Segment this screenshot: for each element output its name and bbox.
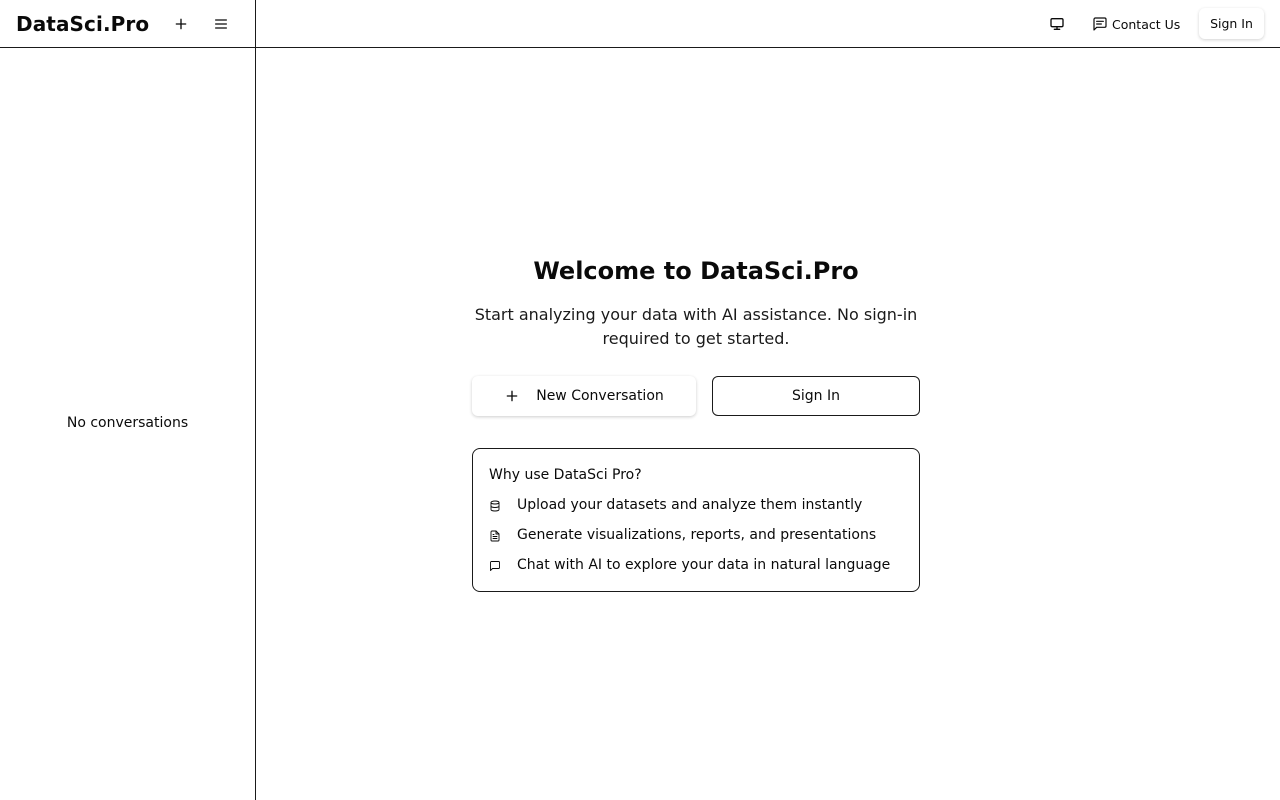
features-card [472, 448, 920, 592]
feature-text: Generate visualizations, reports, and presentations [517, 527, 877, 543]
menu-icon [213, 16, 229, 32]
new-chat-button[interactable] [169, 12, 193, 36]
feature-text: Chat with AI to explore your data in natural language [517, 557, 891, 573]
database-icon [489, 500, 501, 512]
sidebar-header [0, 0, 255, 48]
sign-in-button[interactable]: Sign In [1199, 8, 1264, 39]
menu-button[interactable] [209, 12, 233, 36]
contact-us-label: Contact Us [1112, 16, 1181, 32]
display-toggle-button[interactable] [1047, 14, 1067, 34]
message-square-text-icon [1092, 16, 1108, 32]
top-bar [256, 0, 1280, 48]
feature-list [489, 490, 903, 580]
monitor-icon [1049, 16, 1065, 32]
plus-icon [173, 16, 189, 32]
sidebar [0, 0, 256, 800]
features-title: Why use DataSci Pro? [489, 467, 642, 483]
feature-item [489, 520, 903, 550]
page-title: Welcome to DataSci.Pro [533, 257, 859, 285]
new-conversation-label: New Conversation [536, 388, 664, 404]
hero-sign-in-button[interactable]: Sign In [712, 376, 920, 416]
feature-text: Upload your datasets and analyze them instantly [517, 497, 863, 513]
message-square-icon [489, 560, 501, 572]
file-text-icon [489, 530, 501, 542]
welcome-subtitle: Start analyzing your data with AI assistance. No sign-in required to get started. [474, 305, 918, 348]
contact-us-link[interactable] [1092, 12, 1180, 36]
brand-logo[interactable]: DataSci.Pro [16, 11, 150, 36]
plus-icon [504, 388, 520, 404]
feature-item [489, 550, 903, 580]
new-conversation-button[interactable] [472, 376, 696, 416]
no-conversations-text: No conversations [66, 415, 189, 431]
main-content [256, 48, 1280, 800]
feature-item [489, 490, 903, 520]
